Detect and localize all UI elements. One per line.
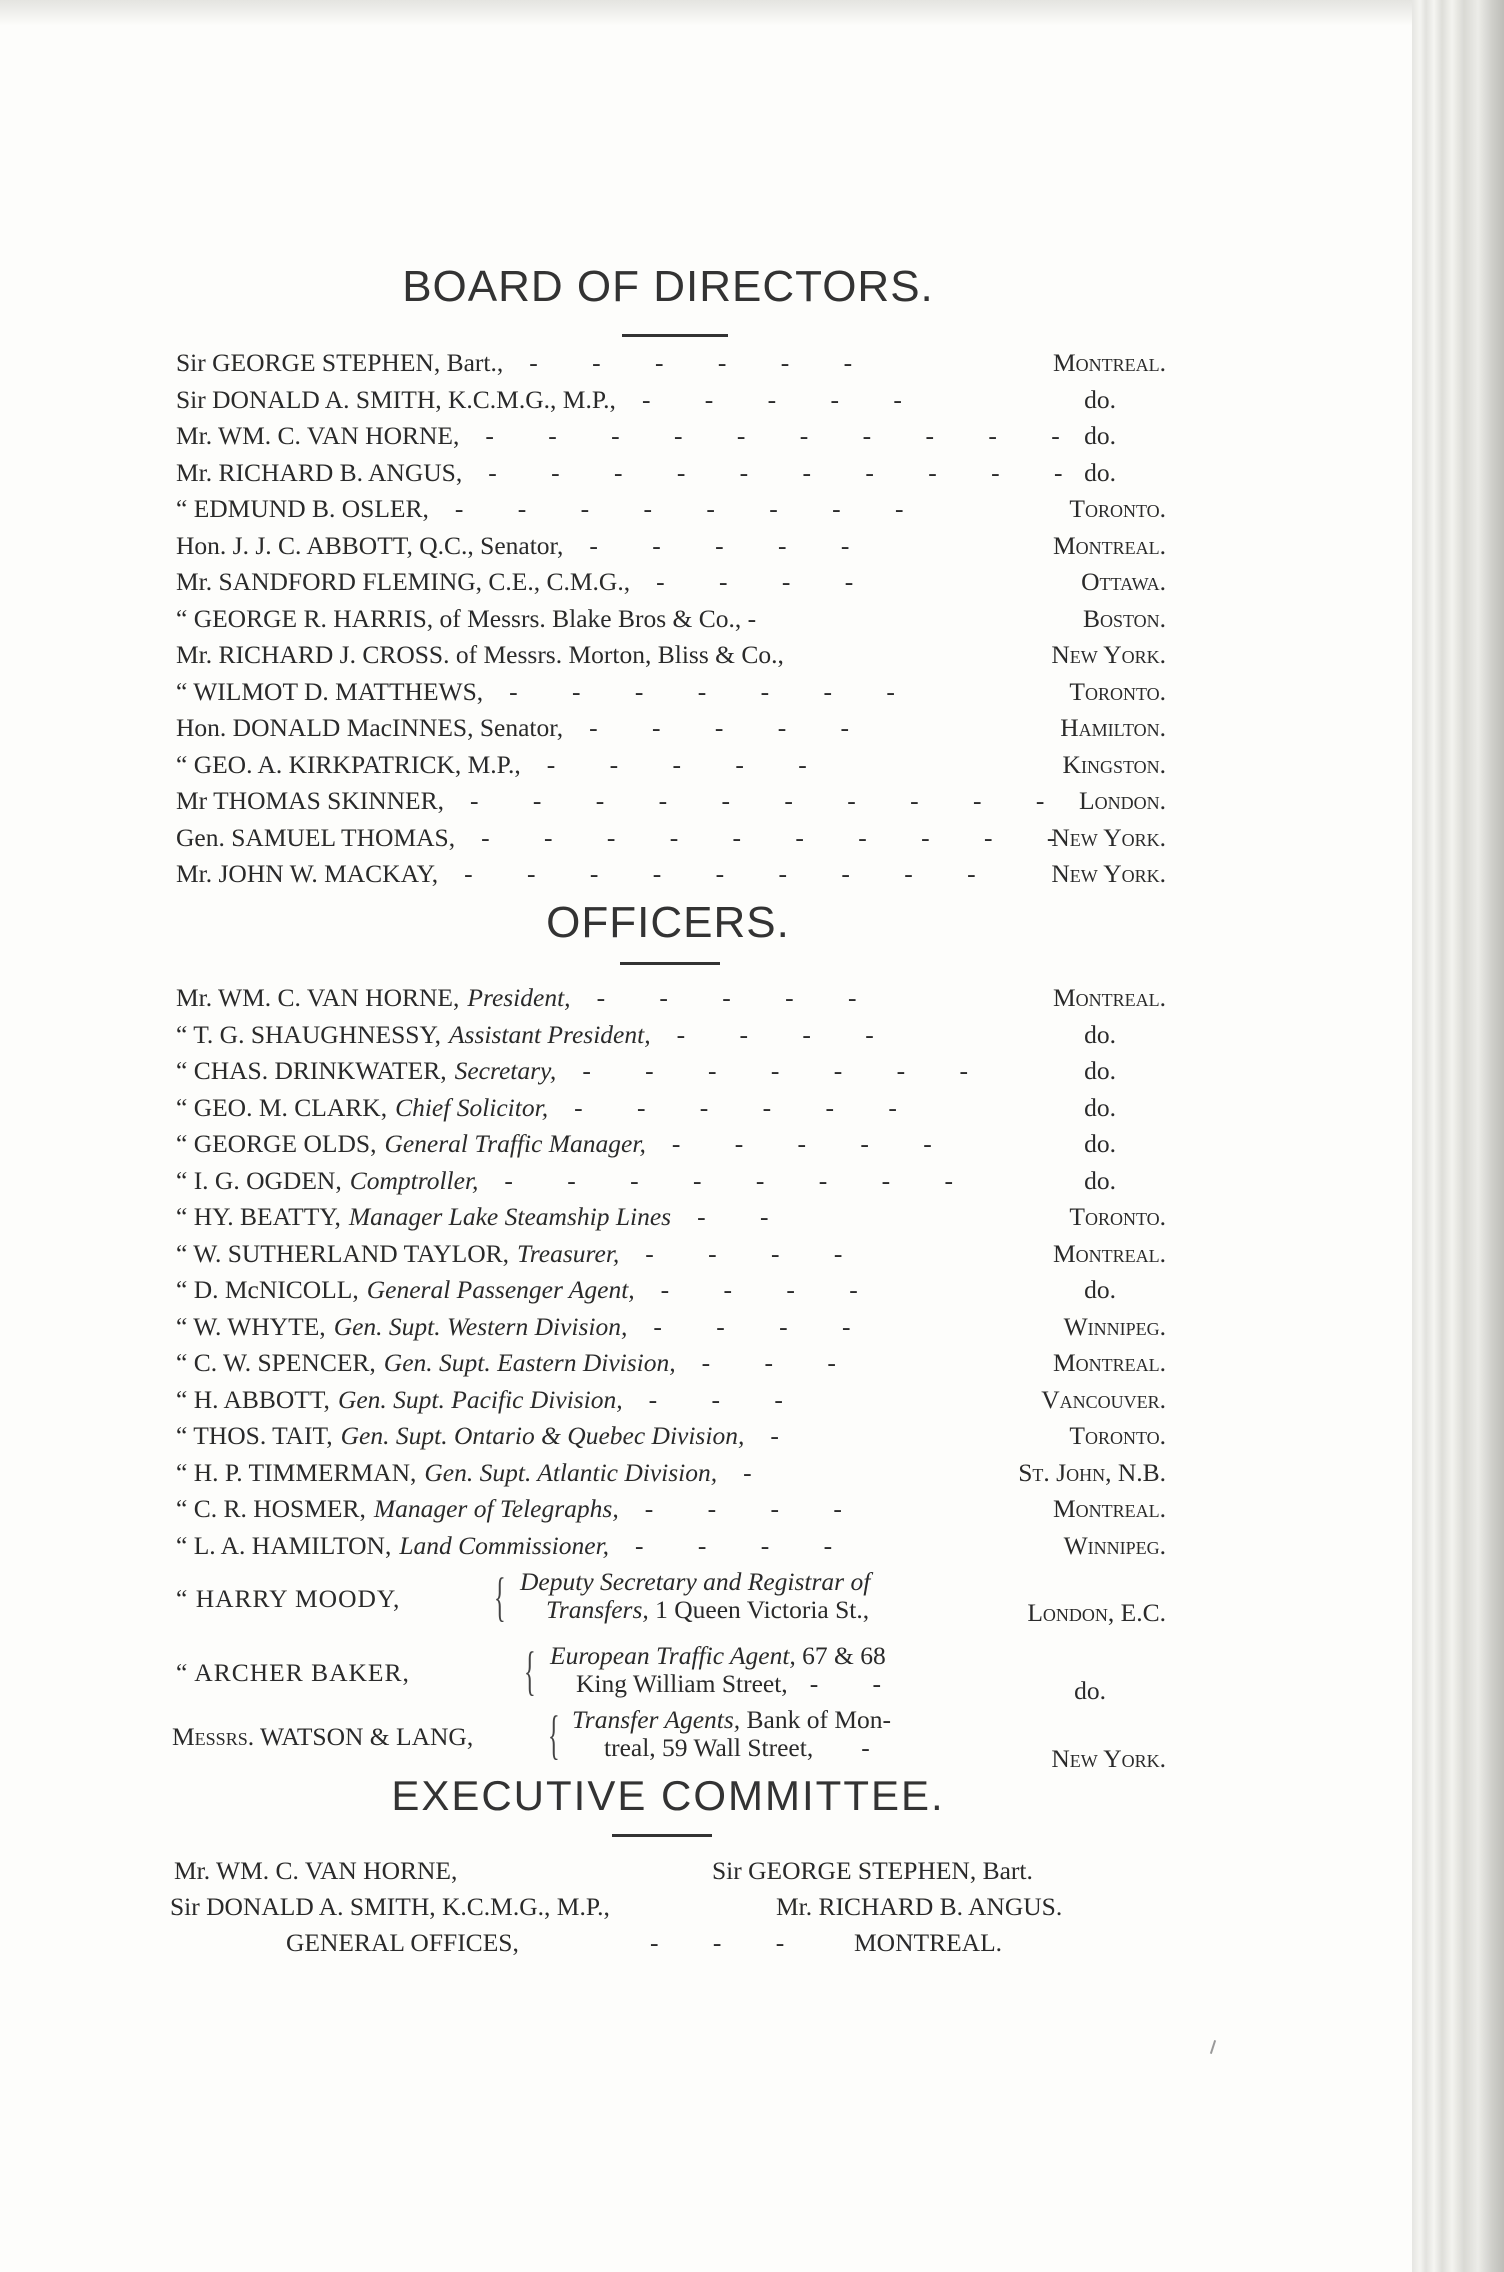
officer-role: Land Commissioner,: [399, 1530, 610, 1560]
officer-row: [176, 1017, 1166, 1053]
director-name: Hon. DONALD MacINNES, Senator,: [176, 713, 564, 742]
director-left: [176, 418, 1084, 454]
officer-name: “ W. WHYTE,: [176, 1311, 326, 1341]
officer-name: Mr. WM. C. VAN HORNE,: [176, 983, 460, 1012]
officer-left: [176, 1491, 866, 1527]
officer-row: [176, 1309, 1166, 1345]
officer-place: Montreal.: [1052, 1348, 1166, 1377]
director-name: Mr. WM. C. VAN HORNE,: [176, 421, 460, 450]
director-left: [176, 564, 877, 600]
dot-leader: - - - - -: [546, 749, 831, 779]
officer-role: President,: [467, 983, 571, 1012]
director-name: Mr. JOHN W. MACKAY,: [176, 859, 439, 888]
officer-role-line1: [550, 1642, 886, 1670]
dot-leader: - - - - - - - - -: [464, 859, 1000, 888]
executive-title: EXECUTIVE COMMITTEE.: [391, 1772, 945, 1819]
director-row: [176, 637, 1166, 673]
officer-left: [176, 1126, 956, 1162]
director-place: New York.: [1051, 640, 1166, 669]
director-place: New York.: [1051, 859, 1166, 888]
officer-left: [176, 1345, 860, 1381]
director-place: Hamilton.: [1060, 713, 1166, 742]
officer-role: Gen. Supt. Ontario & Quebec Division,: [340, 1421, 745, 1450]
officer-name: “ T. G. SHAUGHNESSY,: [176, 1019, 441, 1049]
director-place: do.: [1084, 457, 1116, 487]
officer-place: Winnipeg.: [1063, 1530, 1166, 1560]
dot-leader: -: [743, 1457, 776, 1487]
board-title: BOARD OF DIRECTORS.: [402, 262, 934, 311]
officer-left: [176, 1309, 874, 1345]
officers-title: OFFICERS.: [546, 898, 790, 947]
dot-leader: - - -: [648, 1384, 807, 1414]
officer-place: Winnipeg.: [1063, 1311, 1166, 1341]
director-row: [176, 491, 1166, 527]
director-place: Montreal.: [1052, 348, 1166, 377]
dot-leader: - - - - - - - - - -: [488, 457, 1087, 487]
officer-role: General Passenger Agent,: [366, 1275, 635, 1304]
director-row: [176, 674, 1166, 710]
director-left: [176, 674, 919, 710]
officer-place: do.: [1084, 1092, 1116, 1122]
officer-left: [176, 1053, 992, 1089]
officer-left: [176, 1017, 898, 1053]
officer-row: [176, 1126, 1166, 1162]
general-offices-label: GENERAL OFFICES,: [286, 1928, 519, 1957]
officer-place: do.: [1084, 1165, 1116, 1195]
executive-title-rule: [612, 1834, 712, 1837]
officer-row: [176, 1236, 1166, 1272]
executive-row2-right: Mr. RICHARD B. ANGUS.: [776, 1892, 1063, 1921]
officer-row: [176, 1491, 1166, 1527]
officer-role-line1-italic: Transfer Agents,: [572, 1705, 741, 1734]
dot-leader: - - - - -: [671, 1129, 956, 1158]
officer-place: do.: [1074, 1676, 1106, 1705]
officer-name: “ W. SUTHERLAND TAYLOR,: [176, 1238, 510, 1268]
director-row: [176, 856, 1166, 892]
dot-leader: - -: [697, 1202, 793, 1231]
director-row: [176, 710, 1166, 746]
officer-row: [176, 1272, 1166, 1308]
officer-name: “ CHAS. DRINKWATER,: [176, 1056, 447, 1085]
officer-role-line2-italic: Transfers,: [546, 1595, 649, 1624]
director-name: Sir DONALD A. SMITH, K.C.M.G., M.P.,: [176, 384, 616, 414]
brace-icon: {: [548, 1705, 560, 1765]
director-left: [176, 710, 873, 746]
director-name: “ GEO. A. KIRKPATRICK, M.P.,: [176, 749, 521, 779]
officer-row-baker: [176, 1642, 1166, 1712]
officer-name: “ HARRY MOODY,: [176, 1584, 401, 1613]
director-row: [176, 820, 1166, 856]
officer-role-line1-text: 67 & 68: [802, 1641, 886, 1670]
officer-row: [176, 1090, 1166, 1126]
dot-leader: - - - - -: [589, 713, 874, 742]
officer-left: [176, 980, 881, 1016]
director-left: [176, 345, 876, 381]
dot-leader: - - - -: [676, 1019, 898, 1049]
officer-place: Montreal.: [1052, 1238, 1166, 1268]
officer-place: do.: [1084, 1129, 1116, 1158]
officer-role-line2-text: 1 Queen Victoria St.,: [655, 1595, 870, 1624]
officer-left: [176, 1418, 803, 1454]
officer-role-line1-text: Bank of Mon-: [746, 1705, 891, 1734]
officer-left: [176, 1090, 921, 1126]
officer-left: [176, 1272, 882, 1308]
officer-place: Vancouver.: [1041, 1384, 1166, 1414]
officer-place: do.: [1084, 1056, 1116, 1085]
officer-role: Gen. Supt. Atlantic Division,: [424, 1457, 718, 1487]
director-place: London.: [1079, 786, 1166, 815]
dot-leader: - - - - - - -: [509, 676, 919, 706]
officer-role: Gen. Supt. Pacific Division,: [337, 1384, 623, 1414]
officer-role-line1: Deputy Secretary and Registrar of: [520, 1567, 871, 1596]
executive-row1-right: Sir GEORGE STEPHEN, Bart.: [712, 1856, 1033, 1885]
executive-row1-left: Mr. WM. C. VAN HORNE,: [174, 1856, 458, 1885]
general-offices-city: MONTREAL.: [854, 1928, 1003, 1957]
dot-leader: - - - -: [660, 1275, 882, 1304]
director-left: [176, 491, 927, 527]
director-name: “ WILMOT D. MATTHEWS,: [176, 676, 484, 706]
director-left: [176, 455, 1087, 491]
director-left: [176, 820, 1079, 856]
officer-role: Manager Lake Steamship Lines: [348, 1202, 672, 1231]
officer-name: “ I. G. OGDEN,: [176, 1165, 342, 1195]
director-left: [176, 528, 873, 564]
director-left: [176, 856, 1000, 892]
officer-left: [176, 1528, 856, 1564]
officer-role-line2: [604, 1734, 894, 1762]
officer-role: Manager of Telegraphs,: [373, 1494, 619, 1523]
officer-role: Treasurer,: [517, 1238, 620, 1268]
officer-name: “ H. P. TIMMERMAN,: [176, 1457, 417, 1487]
director-name: “ EDMUND B. OSLER,: [176, 494, 429, 523]
officers-title-rule: [620, 962, 720, 965]
officer-name: “ THOS. TAIT,: [176, 1421, 333, 1450]
dot-leader: - - - - - - -: [582, 1056, 993, 1085]
director-left: [176, 637, 784, 673]
dot-leader: - - - - - - - - - -: [470, 786, 1069, 815]
director-place: do.: [1084, 384, 1116, 414]
officer-role: Secretary,: [454, 1056, 557, 1085]
officer-row: [176, 1053, 1166, 1089]
officer-place: St. John, N.B.: [1018, 1457, 1166, 1487]
officer-row: [176, 1382, 1166, 1418]
officer-role-line2-text: King William Street,: [576, 1669, 788, 1698]
director-row: [176, 455, 1166, 491]
director-row: [176, 382, 1166, 418]
brace-icon: {: [524, 1641, 536, 1701]
officer-name: “ H. ABBOTT,: [176, 1384, 330, 1414]
officer-left: [176, 1236, 866, 1272]
officer-left: [176, 1382, 807, 1418]
officer-place: New York.: [1051, 1744, 1166, 1773]
director-place: New York.: [1051, 822, 1166, 852]
dot-leader: -: [861, 1733, 894, 1762]
dot-leader: - - - - - - - - - -: [481, 822, 1080, 852]
officer-place: do.: [1084, 1019, 1116, 1049]
dot-leader: - - - -: [656, 567, 878, 596]
officer-row-moody: [176, 1568, 1166, 1638]
director-name: Sir GEORGE STEPHEN, Bart.,: [176, 348, 504, 377]
officer-role: Assistant President,: [448, 1019, 651, 1049]
officer-row: [176, 1163, 1166, 1199]
dot-leader: - - - -: [635, 1530, 857, 1560]
dot-leader: - -: [809, 1669, 906, 1698]
officer-role: Comptroller,: [349, 1165, 479, 1195]
officer-row: [176, 1455, 1166, 1491]
director-place: Toronto.: [1069, 494, 1166, 523]
officer-row: [176, 1418, 1166, 1454]
officer-name: “ C. W. SPENCER,: [176, 1348, 376, 1377]
board-title-rule: [622, 334, 728, 337]
brace-icon: {: [494, 1567, 506, 1627]
officer-name: “ GEORGE OLDS,: [176, 1129, 377, 1158]
officer-left: [176, 1163, 977, 1199]
officer-name: “ HY. BEATTY,: [176, 1202, 341, 1231]
pencil-mark: [1210, 2040, 1216, 2054]
officer-place: Montreal.: [1052, 983, 1166, 1012]
director-row: [176, 783, 1166, 819]
officer-place: London, E.C.: [1027, 1598, 1166, 1627]
officer-name: “ L. A. HAMILTON,: [176, 1530, 392, 1560]
officer-name: “ C. R. HOSMER,: [176, 1494, 366, 1523]
officer-row: [176, 1199, 1166, 1235]
director-place: Ottawa.: [1081, 567, 1166, 596]
page-edge: [1412, 0, 1504, 2272]
officer-name: “ D. McNICOLL,: [176, 1275, 359, 1304]
director-name: Mr. SANDFORD FLEMING, C.E., C.M.G.,: [176, 567, 631, 596]
director-name: Mr THOMAS SKINNER,: [176, 786, 445, 815]
director-name: Mr. RICHARD B. ANGUS,: [176, 457, 463, 487]
officer-place: Toronto.: [1069, 1421, 1166, 1450]
dot-leader: - - - - - -: [529, 348, 877, 377]
dot-leader: - - - - -: [641, 384, 926, 414]
officer-row: [176, 1345, 1166, 1381]
officer-role-line2: [546, 1596, 869, 1624]
officer-left: [176, 1199, 792, 1235]
officer-name: “ GEO. M. CLARK,: [176, 1092, 388, 1122]
dot-leader: - - - - - - - - - -: [485, 421, 1084, 450]
dot-leader: - - - -: [653, 1311, 875, 1341]
officer-role-line1-italic: European Traffic Agent,: [550, 1641, 796, 1670]
director-place: Toronto.: [1069, 676, 1166, 706]
dot-leader: - - - -: [644, 1494, 866, 1523]
executive-row2-left: Sir DONALD A. SMITH, K.C.M.G., M.P.,: [170, 1892, 610, 1921]
director-row: [176, 564, 1166, 600]
director-place: do.: [1084, 421, 1116, 450]
officer-role: Gen. Supt. Western Division,: [333, 1311, 628, 1341]
officer-left: [176, 1455, 776, 1491]
director-left: [176, 783, 1068, 819]
officer-place: Toronto.: [1069, 1202, 1166, 1231]
director-row: [176, 747, 1166, 783]
director-left: [176, 601, 756, 637]
director-left: [176, 747, 831, 783]
director-name: Mr. RICHARD J. CROSS. of Messrs. Morton, Bliss & Co.,: [176, 640, 784, 669]
general-offices-dots: - - -: [650, 1928, 809, 1957]
dot-leader: - - - - -: [589, 530, 874, 560]
dot-leader: - - - - -: [596, 983, 881, 1012]
director-place: Boston.: [1082, 603, 1166, 633]
officer-role: Chief Solicitor,: [395, 1092, 549, 1122]
dot-leader: - - - -: [645, 1238, 867, 1268]
officer-row-watson: [172, 1705, 1166, 1776]
dot-leader: - - - - - - - -: [504, 1165, 977, 1195]
officer-name: “ ARCHER BAKER,: [176, 1658, 410, 1687]
officer-role-line1: [572, 1706, 891, 1734]
director-name: “ GEORGE R. HARRIS, of Messrs. Blake Bros & Co., -: [176, 603, 757, 633]
director-name: Gen. SAMUEL THOMAS,: [176, 822, 456, 852]
officer-name: Messrs. WATSON & LANG,: [172, 1722, 474, 1751]
director-row: [176, 418, 1166, 454]
director-place: Montreal.: [1052, 530, 1166, 560]
director-left: [176, 382, 926, 418]
dot-leader: - - -: [701, 1348, 860, 1377]
director-row: [176, 345, 1166, 381]
dot-leader: - - - - - -: [574, 1092, 921, 1122]
officer-role-line2-text: treal, 59 Wall Street,: [604, 1733, 814, 1762]
director-name: Hon. J. J. C. ABBOTT, Q.C., Senator,: [176, 530, 564, 560]
director-row: [176, 528, 1166, 564]
officer-row: [176, 980, 1166, 1016]
director-place: Kingston.: [1062, 749, 1166, 779]
dot-leader: - - - - - - - -: [454, 494, 928, 523]
officer-place: Montreal.: [1052, 1494, 1166, 1523]
officer-role-line2: [576, 1670, 905, 1698]
officer-role: General Traffic Manager,: [384, 1129, 646, 1158]
officer-role: Gen. Supt. Eastern Division,: [383, 1348, 676, 1377]
director-row: [176, 601, 1166, 637]
officer-place: do.: [1084, 1275, 1116, 1304]
officer-row: [176, 1528, 1166, 1564]
dot-leader: -: [770, 1421, 803, 1450]
